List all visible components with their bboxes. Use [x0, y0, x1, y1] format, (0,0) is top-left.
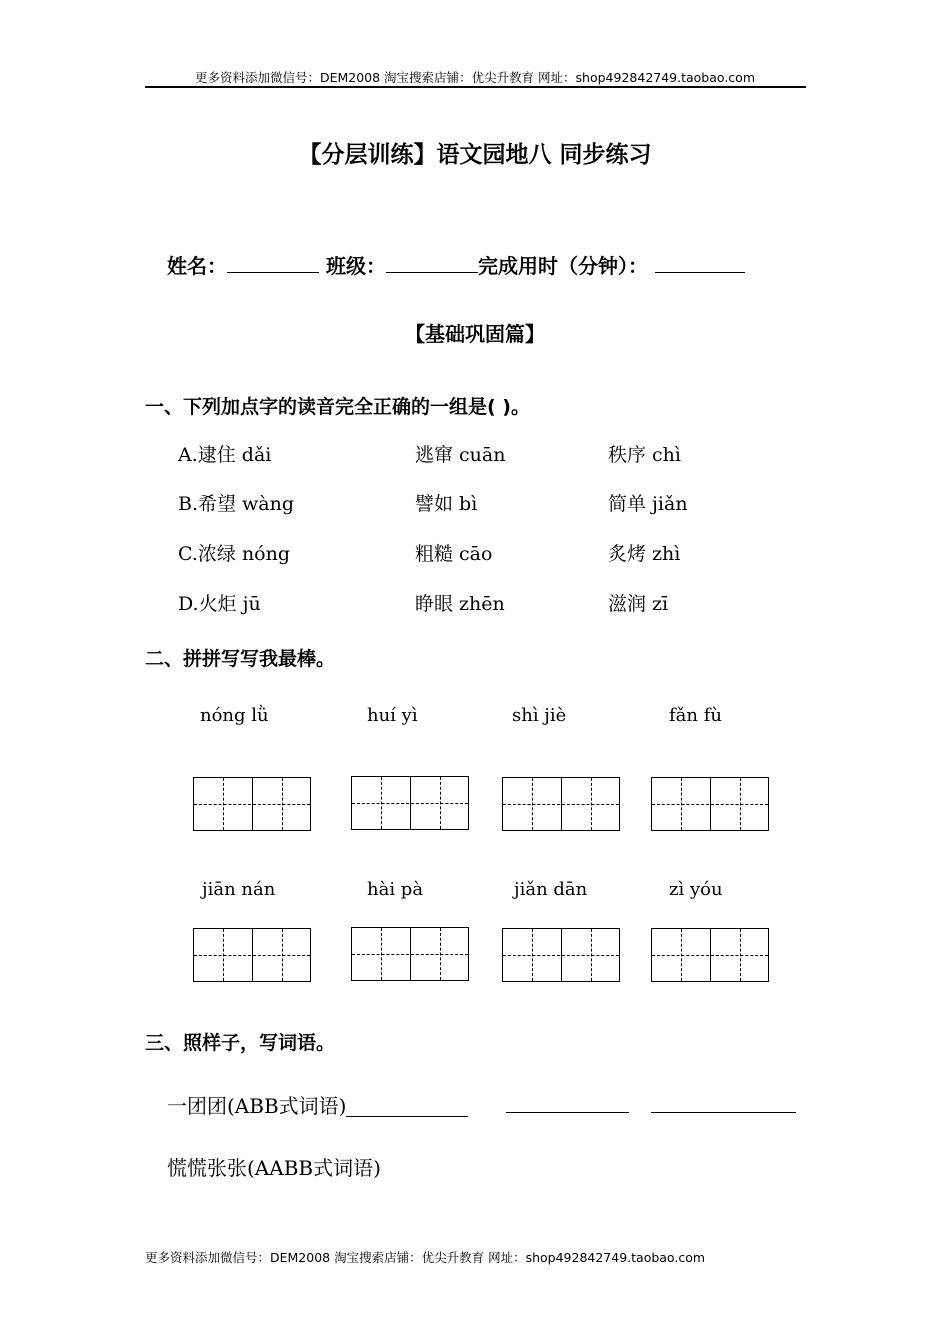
q1-option-a-1: A.逮住 dǎi — [178, 444, 272, 466]
q3-line-1 — [167, 1090, 468, 1119]
q3-line-1-label: 一团团(ABB式词语) — [167, 1094, 347, 1118]
footer-text: 更多资料添加微信号：DEM2008 淘宝搜索店铺：优尖升教育 网址：shop492842749.taobao.com — [145, 1250, 706, 1265]
q1-option-b-1: B.希望 wàng — [178, 493, 295, 515]
pinyin-5: jiān nán — [202, 879, 276, 900]
pinyin-2: huí yì — [367, 705, 418, 726]
q1-title: 一、下列加点字的读音完全正确的一组是( )。 — [145, 396, 530, 418]
writing-grid[interactable] — [651, 777, 769, 831]
q1-option-c-1: C.浓绿 nóng — [178, 543, 291, 565]
pinyin-1: nóng lǜ — [200, 705, 269, 726]
q3-line-2 — [167, 1152, 381, 1181]
q3-title: 三、照样子，写词语。 — [145, 1032, 336, 1054]
pinyin-6: hài pà — [367, 879, 424, 900]
header-divider — [145, 86, 806, 88]
writing-grid[interactable] — [502, 928, 620, 982]
section-title: 【基础巩固篇】 — [405, 322, 545, 346]
q1-option-a-2: 逃窜 cuān — [415, 444, 506, 466]
writing-grid[interactable] — [193, 928, 311, 982]
q1-option-b-3: 简单 jiǎn — [608, 493, 688, 515]
q1-option-c-3: 炙烤 zhì — [608, 543, 681, 565]
writing-grid[interactable] — [651, 928, 769, 982]
writing-grid[interactable] — [351, 927, 469, 981]
class-blank[interactable] — [386, 252, 478, 273]
pinyin-3: shì jiè — [512, 705, 567, 726]
q2-title: 二、拼拼写写我最棒。 — [145, 648, 336, 670]
q1-option-d-2: 睁眼 zhēn — [415, 593, 505, 615]
name-blank[interactable] — [227, 252, 319, 273]
q3-line-2-label: 慌慌张张(AABB式词语) — [167, 1156, 381, 1180]
pinyin-7: jiǎn dān — [514, 879, 588, 900]
answer-blank[interactable] — [346, 1094, 468, 1117]
time-label: 完成用时（分钟）： — [477, 254, 648, 278]
time-blank[interactable] — [655, 252, 745, 273]
writing-grid[interactable] — [193, 777, 311, 831]
writing-grid[interactable] — [351, 776, 469, 830]
header-text: 更多资料添加微信号：DEM2008 淘宝搜索店铺：优尖升教育 网址：shop492842749.taobao.com — [194, 70, 756, 85]
answer-blank[interactable] — [506, 1090, 629, 1113]
q1-option-b-2: 譬如 bì — [415, 493, 478, 515]
student-info-row — [167, 250, 745, 279]
writing-grid[interactable] — [502, 777, 620, 831]
q1-option-c-2: 粗糙 cāo — [415, 543, 493, 565]
answer-blank[interactable] — [651, 1090, 796, 1113]
class-label: 班级： — [325, 254, 386, 278]
pinyin-8: zì yóu — [669, 879, 723, 900]
pinyin-4: fǎn fù — [669, 705, 722, 726]
q1-option-d-3: 滋润 zī — [608, 593, 669, 615]
q1-option-a-3: 秩序 chì — [608, 444, 681, 466]
page-title: 【分层训练】语文园地八 同步练习 — [298, 142, 652, 168]
q1-option-d-1: D.火炬 jū — [178, 593, 261, 615]
name-label: 姓名： — [167, 254, 227, 278]
